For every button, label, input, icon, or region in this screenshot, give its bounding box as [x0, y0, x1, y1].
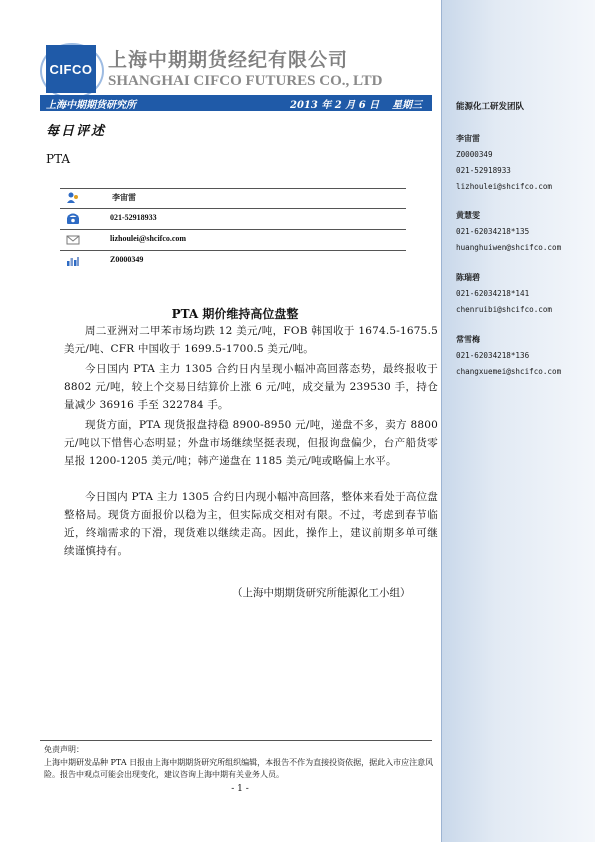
contact-phone-row: [62, 213, 402, 229]
contact-divider-2: [60, 229, 406, 230]
paragraph-3: 现货方面，PTA 现货报盘持稳 8900-8950 元/吨，递盘不多，卖方 8800 元/吨以下惜售心态明显；外盘市场继续坚挺表现，但报询盘偏少，台产船货零星报 1200-1205 美元/吨；韩产递盘在 1185 美元/吨或略偏上水平。: [64, 419, 438, 467]
phone-icon: [66, 213, 80, 225]
sidebar-member-name: 李宙雷: [456, 134, 480, 143]
sidebar-member-email[interactable]: chenruibi@shcifco.com: [456, 305, 553, 314]
banner-institute: 上海中期期货研究所: [46, 100, 136, 111]
sidebar-member-license: Z0000349: [456, 150, 493, 159]
sidebar-team-title: 能源化工研发团队: [456, 102, 525, 112]
paragraph-2: 今日国内 PTA 主力 1305 合约日内呈现小幅冲高回落态势，最终报收于 8802 元/吨，较上个交易日结算价上涨 6 元/吨，成交量为 239530 手，持仓量减少 36916 手至 322784 手。: [64, 363, 438, 411]
article-signoff: （上海中期期货研究所能源化工小组）: [232, 587, 411, 599]
company-logo: [46, 45, 96, 93]
sidebar-member-email[interactable]: lizhoulei@shcifco.com: [456, 182, 553, 191]
section-title: 每日评述: [46, 124, 107, 139]
contact-email[interactable]: lizhoulei@shcifco.com: [110, 234, 187, 243]
contact-divider-1: [60, 208, 406, 209]
article-title: PTA 期价维持高位盘整: [171, 307, 299, 321]
email-icon: [66, 234, 80, 246]
sidebar: [441, 0, 595, 842]
paragraph-4: 今日国内 PTA 主力 1305 合约日内现小幅冲高回落，整体来看处于高位盘整格局。现货方面报价以稳为主，但实际成交相对有限。不过，考虑到春节临近，终端需求的下滑，现货难以继续走高。因此，操作上，建议前期多单可继续谨慎持有。: [64, 491, 438, 557]
disclaimer-label: 免责声明：: [44, 745, 84, 754]
sidebar-member-phone: 021-62034218*136: [456, 351, 530, 360]
banner-date: 2013 年 2 月 6 日: [290, 100, 380, 111]
contact-name-row: [62, 192, 402, 208]
sidebar-member-phone: 021-62034218*135: [456, 227, 530, 236]
sidebar-member-phone: 021-52918933: [456, 166, 511, 175]
sidebar-member-phone: 021-62034218*141: [456, 289, 530, 298]
sidebar-member-name: 常雪梅: [456, 335, 480, 344]
contact-divider-3: [60, 250, 406, 251]
contact-name: 李宙雷: [112, 193, 136, 202]
company-name-cn: 上海中期期货经纪有限公司: [108, 49, 349, 71]
product-label: PTA: [46, 152, 71, 166]
banner-weekday: 星期三: [392, 100, 422, 111]
contact-divider-top: [60, 188, 406, 189]
contact-phone: 021-52918933: [110, 213, 157, 222]
page-number: - 1 -: [231, 784, 249, 794]
sidebar-member-name: 陈瑞碧: [456, 273, 480, 282]
disclaimer-divider: [40, 740, 432, 741]
contact-license: Z0000349: [110, 255, 144, 264]
sidebar-member-email[interactable]: huanghuiwen@shcifco.com: [456, 243, 562, 252]
disclaimer-text: 上海中期研发品种 PTA 日报由上海中期期货研究所组织编辑，本报告不作为直接投资依据，据此入市应注意风险。报告中观点可能会出现变化，建议咨询上海中期有关业务人员。: [44, 758, 434, 779]
contact-email-row: [62, 234, 402, 250]
contact-license-row: [62, 255, 402, 271]
person-icon: [66, 192, 80, 204]
company-name-en: SHANGHAI CIFCO FUTURES CO., LTD: [108, 73, 383, 89]
license-icon: [66, 255, 80, 267]
paragraph-1: 周二亚洲对二甲苯市场均跌 12 美元/吨，FOB 韩国收于 1674.5-1675.5 美元/吨、CFR 中国收于 1699.5-1700.5 美元/吨。: [64, 325, 438, 355]
sidebar-member-email[interactable]: changxuemei@shcifco.com: [456, 367, 562, 376]
sidebar-member-name: 黄慧雯: [456, 211, 480, 220]
logo-text: CIFCO: [49, 61, 93, 77]
header-banner: [40, 95, 432, 111]
